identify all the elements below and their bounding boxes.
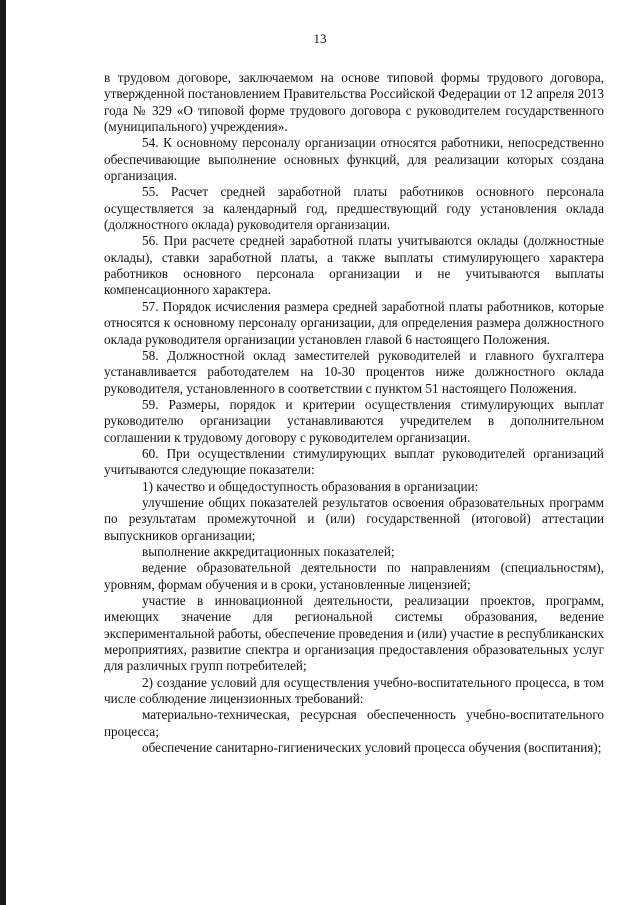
page-number: 13 [313, 31, 327, 46]
list-item: улучшение общих показателей результатов освоения образовательных программ по результатам промежуточной и (или) государственной (итоговой) аттестации выпускников организации; [104, 494, 604, 543]
paragraph: 56. При расчете средней заработной платы учитываются оклады (должностные оклады), ставки заработной платы, а также выплаты стимулирующего характера работников основного персонала организации и не учитываются выплаты компенсационного характера. [104, 233, 604, 298]
paragraph: 57. Порядок исчисления размера средней заработной платы работников, которые относятся к основному персоналу организации, для определения размера должностного оклада руководителя организации установлен главой 6 настоящего Положения. [104, 298, 604, 347]
list-item: материально-техническая, ресурсная обеспеченность учебно-воспитательного процесса; [104, 707, 604, 739]
paragraph: 55. Расчет средней заработной платы работников основного персонала осуществляется за календарный год, предшествующий году установления оклада (должностного оклада) руководителя организации. [104, 184, 604, 233]
list-item: выполнение аккредитационных показателей; [142, 543, 395, 559]
list-item: обеспечение санитарно-гигиенических условий процесса обучения (воспитания); [142, 740, 602, 756]
list-item: участие в инновационной деятельности, реализации проектов, программ, имеющих значение для региональной системы образования, ведение экспериментальной работы, обеспечение проведения и (или) участие в республиканских мероприятиях, развитие спектра и организация предоставления образовательных услуг для различных групп потребителей; [104, 593, 604, 674]
list-item: 2) создание условий для осуществления учебно-воспитательного процесса, в том числе соблюдение лицензионных требований: [104, 674, 604, 707]
list-item: ведение образовательной деятельности по направлениям (специальностям), уровням, формам обучения и в сроки, установленные лицензией; [104, 560, 604, 592]
paragraph: 54. К основному персоналу организации относятся работники, непосредственно обеспечивающие выполнение основных функций, для реализации которых создана организация. [104, 135, 604, 184]
list-item: 1) качество и общедоступность образования в организации: [142, 478, 479, 494]
paragraph: в трудовом договоре, заключаемом на основе типовой формы трудового договора, утвержденной постановлением Правительства Российской Федерации от 12 апреля 2013 года № 329 «О типовой форме трудового договора с руководителем государственного (муниципального) учреждения». [104, 70, 604, 135]
paragraph: 60. При осуществлении стимулирующих выплат руководителей организаций учитываются следующие показатели: [104, 445, 604, 478]
document-body [104, 70, 604, 756]
paragraph: 59. Размеры, порядок и критерии осуществления стимулирующих выплат руководителю организации устанавливаются учредителем в дополнительном соглашении к трудовому договору с руководителем организации. [104, 396, 604, 445]
paragraph: 58. Должностной оклад заместителей руководителей и главного бухгалтера устанавливается работодателем на 10-30 процентов ниже должностного оклада руководителя, установленного в соответствии с пунктом 51 настоящего Положения. [104, 347, 604, 396]
scan-left-border [0, 0, 6, 905]
